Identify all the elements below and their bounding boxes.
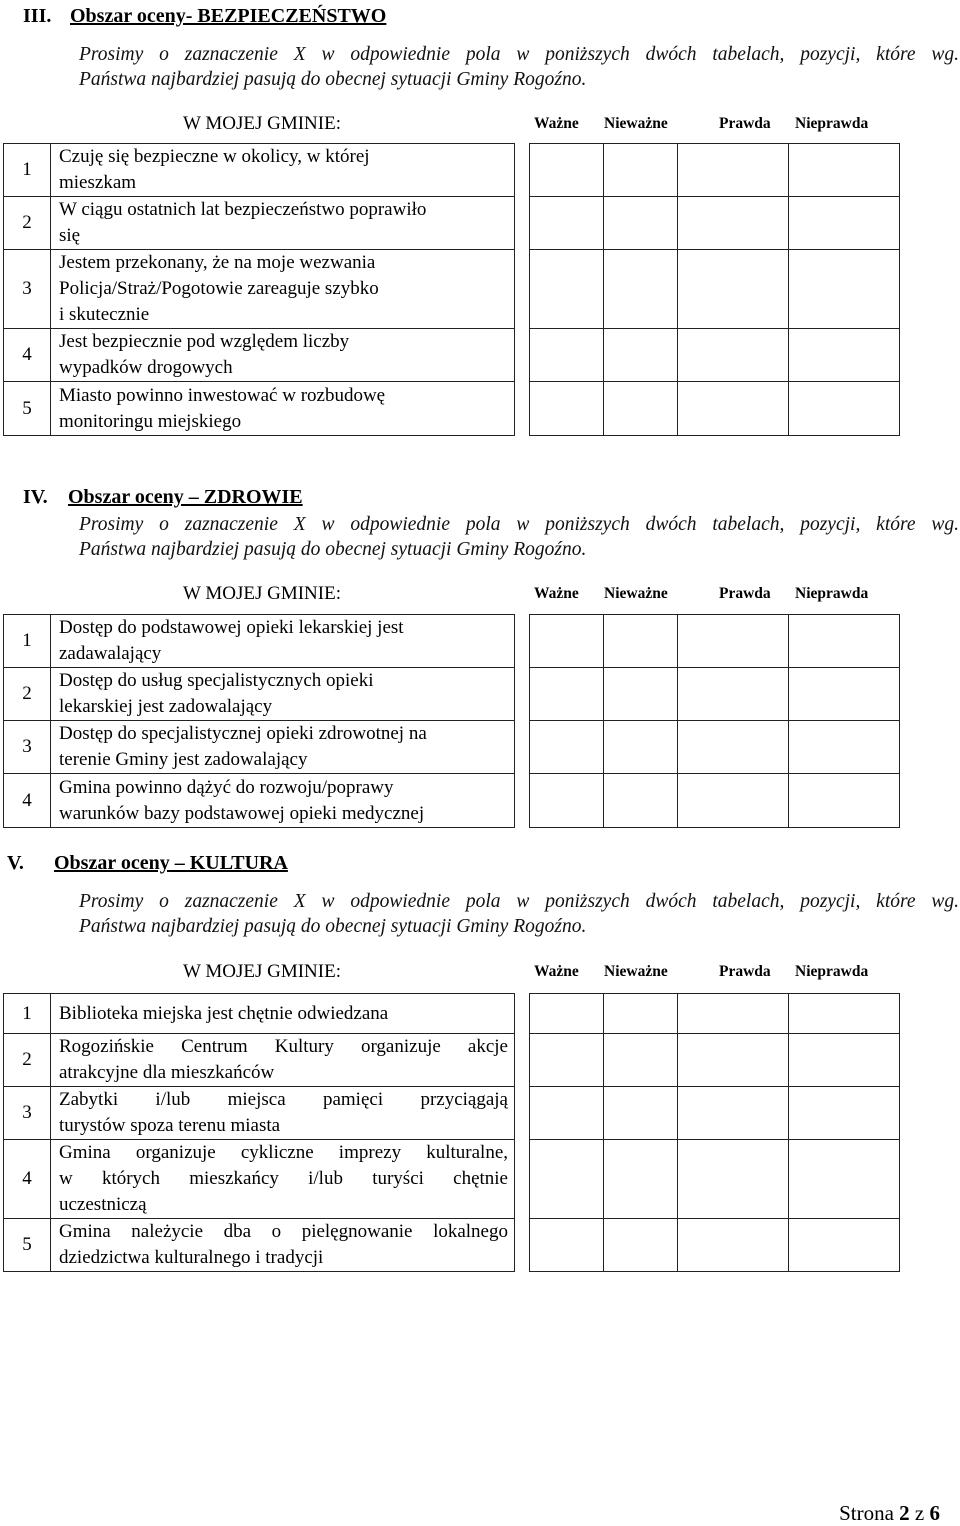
checkbox-wazne[interactable] xyxy=(530,1140,604,1219)
section-instructions xyxy=(79,889,959,939)
checkbox-nieprawda[interactable] xyxy=(789,250,900,329)
checkbox-wazne[interactable] xyxy=(530,1219,604,1272)
section-instructions xyxy=(79,512,959,562)
checkbox-nieprawda[interactable] xyxy=(789,1219,900,1272)
checkbox-nieprawda[interactable] xyxy=(789,1034,900,1087)
table-row xyxy=(4,1219,900,1272)
column-header-wazne: Ważne xyxy=(534,585,579,602)
checkbox-wazne[interactable] xyxy=(530,668,604,721)
checkbox-nieprawda[interactable] xyxy=(789,615,900,668)
checkbox-nieprawda[interactable] xyxy=(789,1140,900,1219)
checkbox-nieprawda[interactable] xyxy=(789,774,900,828)
row-statement: Dostęp do usług specjalistycznych opieki lekarskiej jest zadowalający xyxy=(51,668,515,721)
section-heading-zdrowie xyxy=(23,486,303,509)
checkbox-niewazne[interactable] xyxy=(604,1087,678,1140)
row-number: 2 xyxy=(4,1034,51,1087)
checkbox-nieprawda[interactable] xyxy=(789,382,900,436)
instructions-line-1: Prosimy o zaznaczenie X w odpowiednie pola w poniższych dwóch tabelach, pozycji, które wg. xyxy=(79,514,959,535)
page-number-prefix: Strona xyxy=(839,1501,894,1525)
row-number: 3 xyxy=(4,1087,51,1140)
row-number: 5 xyxy=(4,382,51,436)
questions-table-zdrowie xyxy=(3,614,900,828)
page-number-separator: z xyxy=(914,1501,925,1525)
column-header-prawda: Prawda xyxy=(719,115,771,132)
page-number-total: 6 xyxy=(929,1501,940,1525)
table-row xyxy=(4,668,900,721)
questions-table-bezpieczenstwo xyxy=(3,143,900,436)
row-statement: Gmina powinno dążyć do rozwoju/poprawy warunków bazy podstawowej opieki medycznej xyxy=(51,774,515,828)
checkbox-nieprawda[interactable] xyxy=(789,197,900,250)
row-statement: Jest bezpiecznie pod względem liczby wypadków drogowych xyxy=(51,329,515,382)
row-number: 2 xyxy=(4,197,51,250)
section-instructions xyxy=(79,42,959,92)
column-header-wazne: Ważne xyxy=(534,115,579,132)
row-statement: Czuję się bezpieczne w okolicy, w której mieszkam xyxy=(51,144,515,197)
checkbox-prawda[interactable] xyxy=(678,1034,789,1087)
checkbox-niewazne[interactable] xyxy=(604,1034,678,1087)
checkbox-prawda[interactable] xyxy=(678,250,789,329)
table-row xyxy=(4,615,900,668)
checkbox-wazne[interactable] xyxy=(530,197,604,250)
checkbox-wazne[interactable] xyxy=(530,329,604,382)
table-row xyxy=(4,1140,900,1219)
column-header-niewazne: Nieważne xyxy=(604,963,668,980)
checkbox-nieprawda[interactable] xyxy=(789,144,900,197)
checkbox-niewazne[interactable] xyxy=(604,721,678,774)
checkbox-nieprawda[interactable] xyxy=(789,721,900,774)
row-number: 4 xyxy=(4,329,51,382)
row-statement: Gmina organizuje cykliczne imprezy kulturalne, w których mieszkańcy i/lub turyści chętnie uczestniczą xyxy=(51,1140,515,1219)
row-number: 4 xyxy=(4,774,51,828)
row-number: 2 xyxy=(4,668,51,721)
instructions-line-2: Państwa najbardziej pasują do obecnej sytuacji Gminy Rogoźno. xyxy=(79,539,587,560)
table-row xyxy=(4,1034,900,1087)
page-number xyxy=(839,1501,940,1526)
column-header-nieprawda: Nieprawda xyxy=(795,963,869,980)
checkbox-nieprawda[interactable] xyxy=(789,668,900,721)
checkbox-nieprawda[interactable] xyxy=(789,1087,900,1140)
checkbox-nieprawda[interactable] xyxy=(789,329,900,382)
table-header-label: W MOJEJ GMINIE: xyxy=(183,961,341,982)
row-statement: Dostęp do podstawowej opieki lekarskiej jest zadawalający xyxy=(51,615,515,668)
table-row xyxy=(4,994,900,1034)
questions-table-kultura xyxy=(3,993,900,1272)
checkbox-wazne[interactable] xyxy=(530,1087,604,1140)
row-statement: Rogozińskie Centrum Kultury organizuje akcje atrakcyjne dla mieszkańców xyxy=(51,1034,515,1087)
checkbox-prawda[interactable] xyxy=(678,774,789,828)
instructions-line-2: Państwa najbardziej pasują do obecnej sytuacji Gminy Rogoźno. xyxy=(79,69,587,90)
column-header-wazne: Ważne xyxy=(534,963,579,980)
row-statement: Zabytki i/lub miejsca pamięci przyciągają turystów spoza terenu miasta xyxy=(51,1087,515,1140)
row-number: 5 xyxy=(4,1219,51,1272)
checkbox-niewazne[interactable] xyxy=(604,994,678,1034)
section-number: V. xyxy=(7,852,24,874)
checkbox-niewazne[interactable] xyxy=(604,250,678,329)
table-row xyxy=(4,1087,900,1140)
row-statement: Dostęp do specjalistycznej opieki zdrowotnej na terenie Gminy jest zadowalający xyxy=(51,721,515,774)
checkbox-prawda[interactable] xyxy=(678,382,789,436)
checkbox-wazne[interactable] xyxy=(530,994,604,1034)
table-row xyxy=(4,197,900,250)
checkbox-prawda[interactable] xyxy=(678,144,789,197)
checkbox-niewazne[interactable] xyxy=(604,1219,678,1272)
row-statement: Miasto powinno inwestować w rozbudowę monitoringu miejskiego xyxy=(51,382,515,436)
column-header-niewazne: Nieważne xyxy=(604,585,668,602)
table-row xyxy=(4,774,900,828)
table-row xyxy=(4,144,900,197)
section-number: IV. xyxy=(23,486,48,508)
table-row xyxy=(4,329,900,382)
checkbox-niewazne[interactable] xyxy=(604,774,678,828)
checkbox-prawda[interactable] xyxy=(678,615,789,668)
checkbox-niewazne[interactable] xyxy=(604,197,678,250)
section-heading-bezpieczenstwo xyxy=(23,5,386,28)
row-number: 4 xyxy=(4,1140,51,1219)
checkbox-niewazne[interactable] xyxy=(604,668,678,721)
checkbox-wazne[interactable] xyxy=(530,721,604,774)
checkbox-prawda[interactable] xyxy=(678,668,789,721)
instructions-line-2: Państwa najbardziej pasują do obecnej sytuacji Gminy Rogoźno. xyxy=(79,916,587,937)
column-header-nieprawda: Nieprawda xyxy=(795,585,869,602)
checkbox-niewazne[interactable] xyxy=(604,329,678,382)
section-title: Obszar oceny – ZDROWIE xyxy=(68,486,303,508)
table-header-label: W MOJEJ GMINIE: xyxy=(183,583,341,604)
row-statement: Jestem przekonany, że na moje wezwania Policja/Straż/Pogotowie zareaguje szybko i skutecznie xyxy=(51,250,515,329)
column-header-nieprawda: Nieprawda xyxy=(795,115,869,132)
row-number: 3 xyxy=(4,721,51,774)
table-header-label: W MOJEJ GMINIE: xyxy=(183,113,341,134)
checkbox-wazne[interactable] xyxy=(530,250,604,329)
checkbox-prawda[interactable] xyxy=(678,721,789,774)
column-header-prawda: Prawda xyxy=(719,585,771,602)
instructions-line-1: Prosimy o zaznaczenie X w odpowiednie pola w poniższych dwóch tabelach, pozycji, które wg. xyxy=(79,44,959,65)
table-row xyxy=(4,250,900,329)
column-header-prawda: Prawda xyxy=(719,963,771,980)
row-number: 1 xyxy=(4,615,51,668)
checkbox-wazne[interactable] xyxy=(530,615,604,668)
section-number: III. xyxy=(23,5,52,27)
table-row xyxy=(4,382,900,436)
checkbox-prawda[interactable] xyxy=(678,1087,789,1140)
checkbox-wazne[interactable] xyxy=(530,774,604,828)
row-statement: Biblioteka miejska jest chętnie odwiedzana xyxy=(51,994,515,1034)
checkbox-wazne[interactable] xyxy=(530,144,604,197)
row-number: 3 xyxy=(4,250,51,329)
checkbox-wazne[interactable] xyxy=(530,1034,604,1087)
instructions-line-1: Prosimy o zaznaczenie X w odpowiednie pola w poniższych dwóch tabelach, pozycji, które wg. xyxy=(79,891,959,912)
page-number-current: 2 xyxy=(899,1501,910,1525)
section-heading-kultura xyxy=(7,852,288,875)
section-title: Obszar oceny- BEZPIECZEŃSTWO xyxy=(70,5,387,27)
checkbox-niewazne[interactable] xyxy=(604,382,678,436)
row-number: 1 xyxy=(4,994,51,1034)
checkbox-niewazne[interactable] xyxy=(604,144,678,197)
checkbox-prawda[interactable] xyxy=(678,994,789,1034)
row-statement: Gmina należycie dba o pielęgnowanie lokalnego dziedzictwa kulturalnego i tradycji xyxy=(51,1219,515,1272)
checkbox-prawda[interactable] xyxy=(678,1219,789,1272)
row-statement: W ciągu ostatnich lat bezpieczeństwo poprawiło się xyxy=(51,197,515,250)
checkbox-wazne[interactable] xyxy=(530,382,604,436)
row-number: 1 xyxy=(4,144,51,197)
table-row xyxy=(4,721,900,774)
checkbox-niewazne[interactable] xyxy=(604,1140,678,1219)
checkbox-nieprawda[interactable] xyxy=(789,994,900,1034)
checkbox-prawda[interactable] xyxy=(678,329,789,382)
checkbox-niewazne[interactable] xyxy=(604,615,678,668)
checkbox-prawda[interactable] xyxy=(678,197,789,250)
column-header-niewazne: Nieważne xyxy=(604,115,668,132)
section-title: Obszar oceny – KULTURA xyxy=(54,852,288,874)
checkbox-prawda[interactable] xyxy=(678,1140,789,1219)
